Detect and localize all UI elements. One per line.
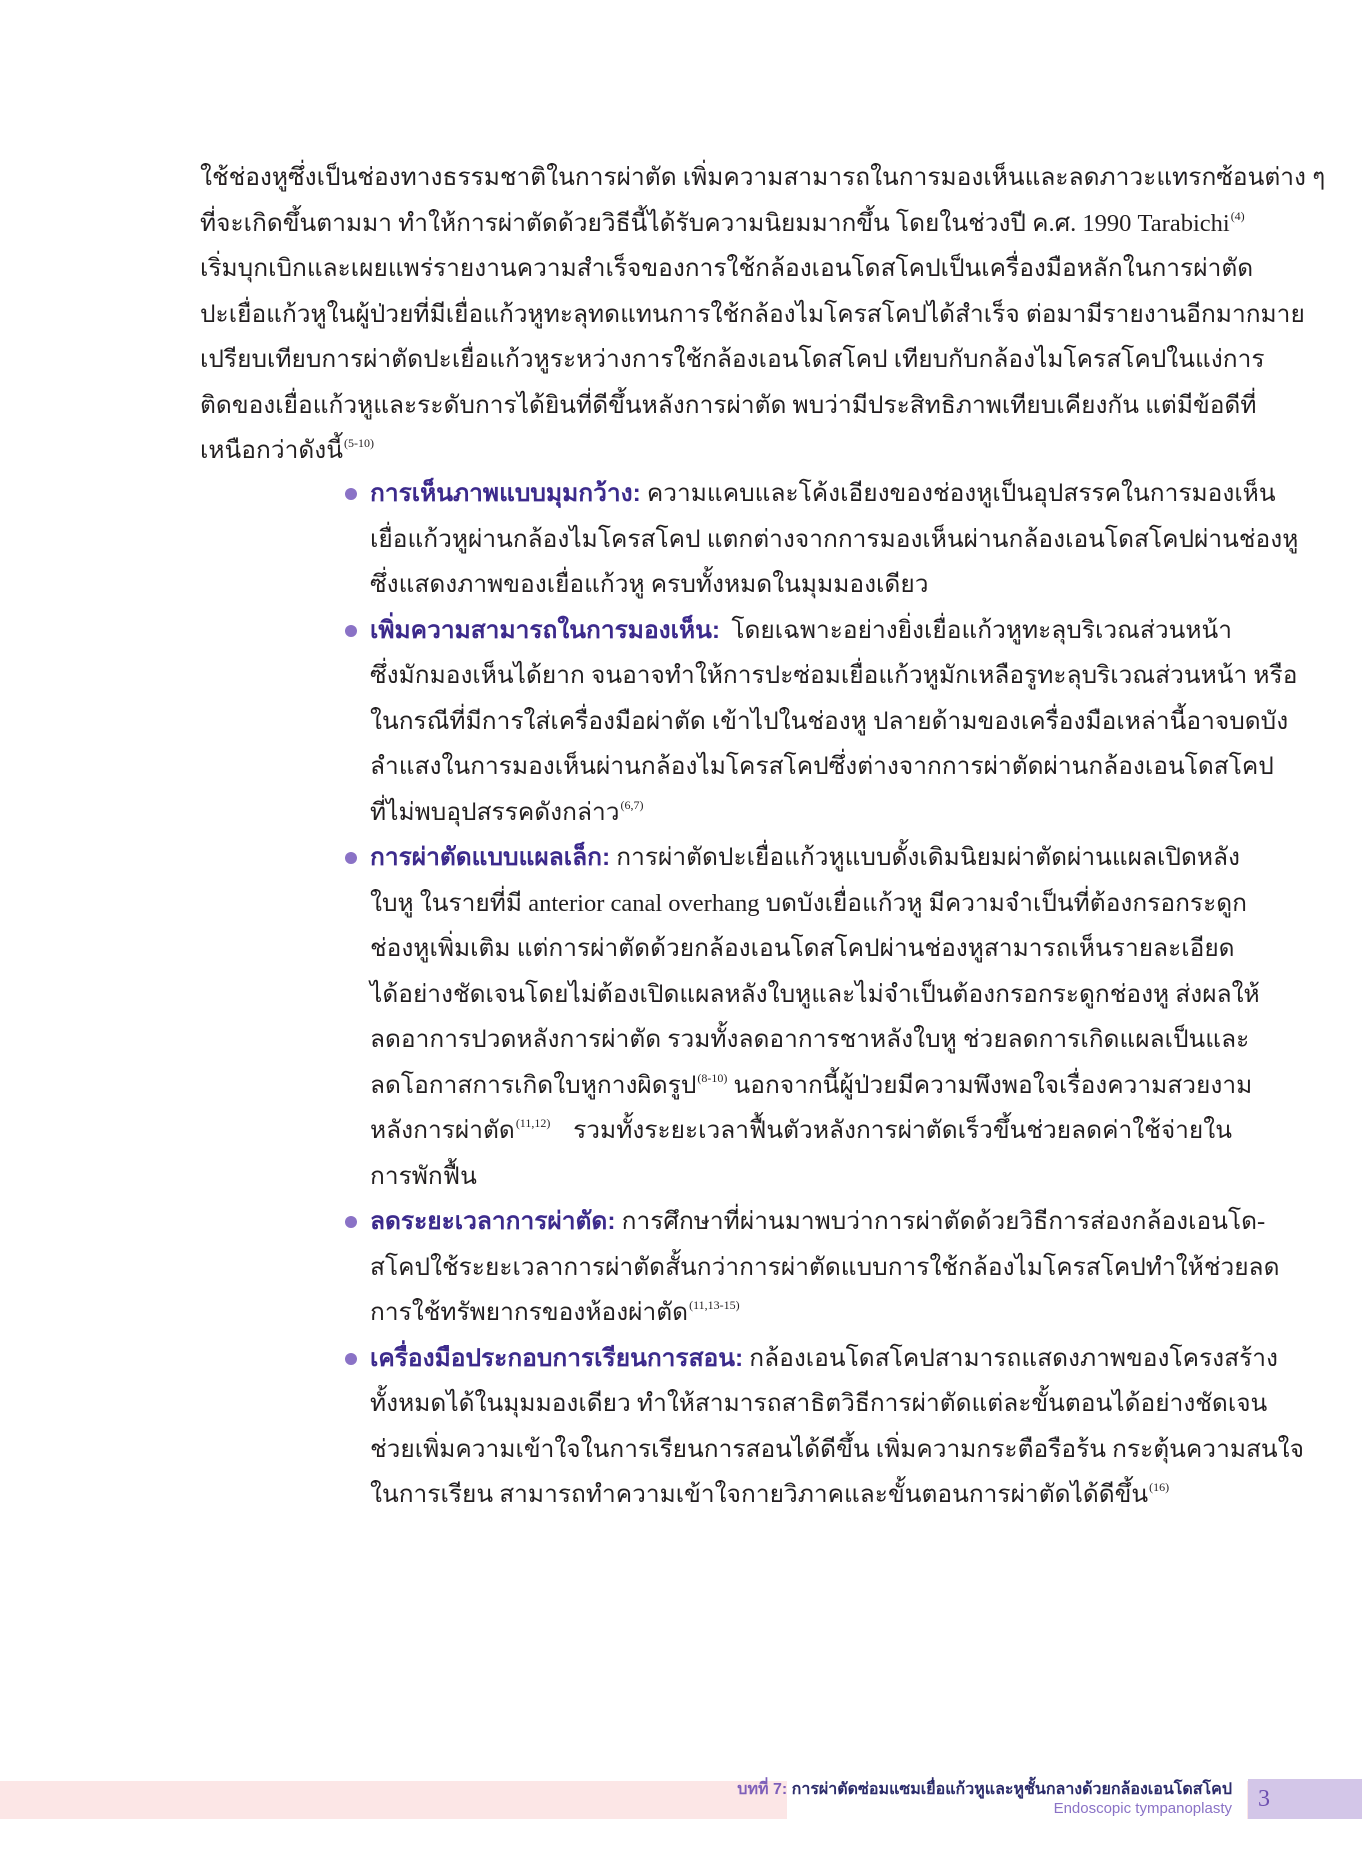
bullet-text: การศึกษาที่ผ่านมาพบว่าการผ่าตัดด้วยวิธีการส่องกล้องเอนโด- xyxy=(615,1208,1266,1235)
list-item xyxy=(340,471,1299,608)
bullet-term: ลดระยะเวลาการผ่าตัด: xyxy=(370,1208,616,1235)
intro-line xyxy=(200,201,1245,247)
bullet-icon xyxy=(345,852,357,864)
list-item xyxy=(340,1199,1280,1336)
bullet-line xyxy=(370,1336,1278,1382)
bullet-text: โดยเฉพาะอย่างยิ่งเยื่อแก้วหูทะลุบริเวณส่วนหน้า xyxy=(720,616,1232,644)
bullet-text: ที่ไม่พบอุปสรรคดังกล่าว xyxy=(370,798,620,826)
bullet-line: ซึ่งมักมองเห็นได้ยาก จนอาจทำให้การปะซ่อมเยื่อแก้วหูมักเหลือรูทะลุบริเวณส่วนหน้า หรือ xyxy=(370,662,1298,689)
intro-line-text: เหนือกว่าดังนี้ xyxy=(200,437,343,464)
bullet-icon xyxy=(345,1216,357,1228)
bullet-text: ลดโอกาสการเกิดใบหูกางผิดรูป xyxy=(370,1071,697,1099)
bullet-line: การพักฟื้น xyxy=(370,1162,477,1190)
list-item xyxy=(340,608,1298,836)
list-item xyxy=(340,1336,1304,1518)
intro-line: ใช้ช่องหูซึ่งเป็นช่องทางธรรมชาติในการผ่าตัด เพิ่มความสามารถในการมองเห็นและลดภาวะแทรกซ้อนต่าง ๆ xyxy=(200,164,1326,191)
bullet-line: ในกรณีที่มีการใส่เครื่องมือผ่าตัด เข้าไปในช่องหู ปลายด้ามของเครื่องมือเหล่านี้อาจบดบัง xyxy=(370,707,1289,735)
bullet-line xyxy=(370,1199,1266,1245)
bullet-term: เพิ่มความสามารถในการมองเห็น: xyxy=(370,616,721,644)
bullet-text: ในการเรียน สามารถทำความเข้าใจกายวิภาคและขั้นตอนการผ่าตัดได้ดีขึ้น xyxy=(370,1481,1149,1508)
running-footer-subtitle: Endoscopic tympanoplasty xyxy=(1053,1800,1232,1817)
bullet-icon xyxy=(345,488,357,500)
bullet-line xyxy=(370,1063,1253,1109)
bullet-line: ทั้งหมดได้ในมุมมองเดียว ทำให้สามารถสาธิตวิธีการผ่าตัดแต่ละขั้นตอนได้อย่างชัดเจน xyxy=(370,1390,1268,1417)
intro-line: เปรียบเทียบการผ่าตัดปะเยื่อแก้วหูระหว่างการใช้กล้องเอนโดสโคป เทียบกับกล้องไมโครสโคปในแง่การ xyxy=(200,346,1265,373)
bullet-icon xyxy=(345,625,357,637)
bullet-line xyxy=(370,1472,1232,1518)
intro-paragraph xyxy=(200,155,1326,474)
bullet-text: ความแคบและโค้งเอียงของช่องหูเป็นอุปสรรคในการมองเห็น xyxy=(640,480,1276,507)
advantages-list xyxy=(340,471,1304,1518)
bullet-text: การผ่าตัดปะเยื่อแก้วหูแบบดั้งเดิมนิยมผ่าตัดผ่านแผลเปิดหลัง xyxy=(610,844,1240,871)
chapter-title: การผ่าตัดซ่อมแซมเยื่อแก้วหูและหูชั้นกลางด้วยกล้องเอนโดสโคป xyxy=(787,1781,1232,1798)
bullet-line: ช่วยเพิ่มความเข้าใจในการเรียนการสอนได้ดีขึ้น เพิ่มความกระตือรือร้น กระตุ้นความสนใจ xyxy=(370,1435,1304,1463)
bullet-line xyxy=(370,1290,1232,1336)
citation: (8-10) xyxy=(697,1070,728,1085)
bullet-icon xyxy=(345,1353,357,1365)
bullet-line: ได้อย่างชัดเจนโดยไม่ต้องเปิดแผลหลังใบหูและไม่จำเป็นต้องกรอกระดูกช่องหู ส่งผลให้ xyxy=(370,980,1260,1008)
bullet-term: การผ่าตัดแบบแผลเล็ก: xyxy=(370,844,611,871)
bullet-line: ช่องหูเพิ่มเติม แต่การผ่าตัดด้วยกล้องเอนโดสโคปผ่านช่องหูสามารถเห็นรายละเอียด xyxy=(370,935,1235,962)
bullet-line xyxy=(370,1108,1232,1154)
citation: (16) xyxy=(1149,1480,1170,1494)
bullet-line: สโคปใช้ระยะเวลาการผ่าตัดสั้นกว่าการผ่าตัดแบบการใช้กล้องไมโครสโคปทำให้ช่วยลด xyxy=(370,1253,1280,1281)
intro-line: ปะเยื่อแก้วหูในผู้ป่วยที่มีเยื่อแก้วหูทะลุทดแทนการใช้กล้องไมโครสโคปได้สำเร็จ ต่อมามีรายงานอีกมากมาย xyxy=(200,300,1305,328)
intro-line xyxy=(200,428,1232,474)
chapter-label: บทที่ 7: xyxy=(737,1781,788,1798)
citation: (4) xyxy=(1230,208,1245,223)
bullet-text: รวมทั้งระยะเวลาฟื้นตัวหลังการผ่าตัดเร็วขึ้นช่วยลดค่าใช้จ่ายใน xyxy=(550,1117,1232,1144)
citation: (11,12) xyxy=(515,1116,551,1130)
intro-line: เริ่มบุกเบิกและเผยแพร่รายงานความสำเร็จของการใช้กล้องเอนโดสโคปเป็นเครื่องมือหลักในการผ่าตัด xyxy=(200,255,1254,282)
page-number: 3 xyxy=(1258,1786,1270,1812)
bullet-line xyxy=(370,608,1232,654)
intro-line-text: ที่จะเกิดขึ้นตามมา ทำให้การผ่าตัดด้วยวิธีนี้ได้รับความนิยมมากขึ้น โดยในช่วงปี ค.ศ. 1990 Tarabichi xyxy=(200,209,1230,237)
running-footer-title xyxy=(737,1781,1232,1799)
bullet-line: ลำแสงในการมองเห็นผ่านกล้องไมโครสโคปซึ่งต่างจากการผ่าตัดผ่านกล้องเอนโดสโคป xyxy=(370,753,1274,780)
citation: (11,13-15) xyxy=(689,1298,740,1312)
intro-line: ติดของเยื่อแก้วหูและระดับการได้ยินที่ดีขึ้นหลังการผ่าตัด พบว่ามีประสิทธิภาพเทียบเคียงกัน แต่มีข้อดีที่ xyxy=(200,391,1257,419)
bullet-text: หลังการผ่าตัด xyxy=(370,1117,515,1144)
citation: (6,7) xyxy=(620,797,644,812)
citation: (5-10) xyxy=(343,436,374,450)
bullet-line xyxy=(370,835,1240,881)
bullet-text: กล้องเอนโดสโคปสามารถแสดงภาพของโครงสร้าง xyxy=(743,1344,1278,1372)
bullet-line xyxy=(370,790,1232,836)
bullet-line: ซึ่งแสดงภาพของเยื่อแก้วหู ครบทั้งหมดในมุมมองเดียว xyxy=(370,571,929,598)
bullet-term: เครื่องมือประกอบการเรียนการสอน: xyxy=(370,1344,744,1372)
bullet-text: นอกจากนี้ผู้ป่วยมีความพึงพอใจเรื่องความสวยงาม xyxy=(727,1071,1253,1099)
bullet-line xyxy=(370,471,1276,517)
bullet-line: เยื่อแก้วหูผ่านกล้องไมโครสโคป แตกต่างจากการมองเห็นผ่านกล้องเอนโดสโคปผ่านช่องหู xyxy=(370,525,1299,553)
bullet-term: การเห็นภาพแบบมุมกว้าง: xyxy=(370,480,641,507)
bullet-line: ลดอาการปวดหลังการผ่าตัด รวมทั้งลดอาการชาหลังใบหู ช่วยลดการเกิดแผลเป็นและ xyxy=(370,1026,1250,1053)
list-item xyxy=(340,835,1260,1199)
bullet-line: ใบหู ในรายที่มี anterior canal overhang บดบังเยื่อแก้วหู มีความจำเป็นที่ต้องกรอกระดูก xyxy=(370,889,1247,917)
bullet-text: การใช้ทรัพยากรของห้องผ่าตัด xyxy=(370,1299,689,1326)
